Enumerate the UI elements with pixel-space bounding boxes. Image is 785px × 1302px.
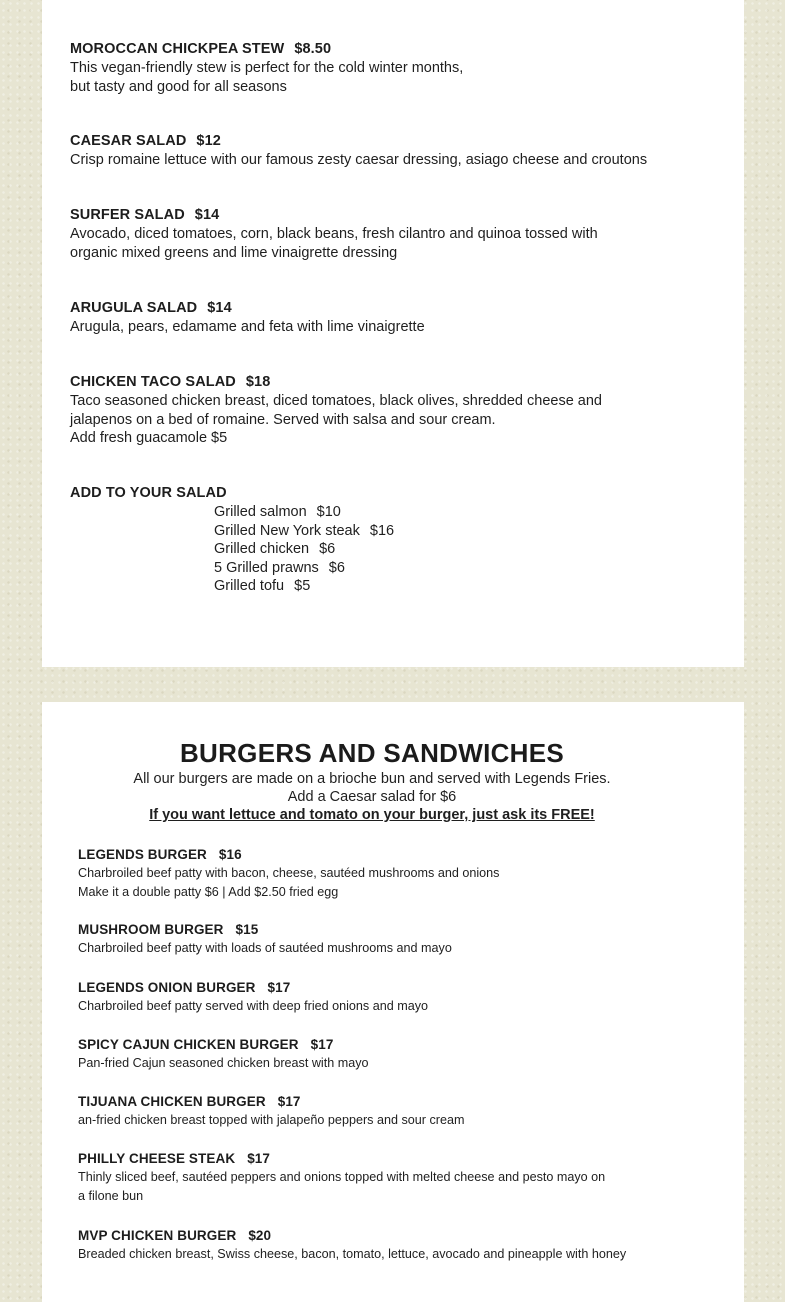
item-price: $14 <box>207 300 232 316</box>
item-price: $17 <box>247 1151 271 1166</box>
item-price: $20 <box>248 1228 272 1243</box>
item-description: an-fried chicken breast topped with jalapeño peppers and sour cream <box>78 1113 465 1127</box>
item-price: $15 <box>235 922 259 937</box>
section-heading: BURGERS AND SANDWICHES <box>179 738 565 768</box>
item-description: Avocado, diced tomatoes, corn, black beans, fresh cilantro and quinoa tossed with <box>70 226 598 242</box>
item-name: CAESAR SALAD <box>70 133 187 149</box>
menu-item-arugula-salad <box>70 299 425 337</box>
add-on-item: Grilled New York steak $16 <box>214 522 395 539</box>
item-description: Make it a double patty $6 | Add $2.50 fried egg <box>78 885 339 899</box>
menu-item-mvp-chicken-burger <box>78 1226 626 1264</box>
item-name: MOROCCAN CHICKPEA STEW <box>70 41 285 57</box>
menu-item-caesar-salad <box>70 132 647 170</box>
item-description: but tasty and good for all seasons <box>70 78 287 95</box>
item-description: jalapenos on a bed of romaine. Served with salsa and sour cream. <box>70 411 496 428</box>
salads-menu-panel <box>42 0 744 667</box>
item-description: Charbroiled beef patty with bacon, cheese, sautéed mushrooms and onions <box>78 866 500 880</box>
item-description: Crisp romaine lettuce with our famous zesty caesar dressing, asiago cheese and croutons <box>70 152 648 168</box>
burgers-menu-panel <box>42 702 744 1302</box>
menu-item-legends-onion-burger <box>78 978 428 1016</box>
item-description: Charbroiled beef patty with loads of sautéed mushrooms and mayo <box>78 941 452 955</box>
add-on-item: Grilled chicken $6 <box>214 541 336 558</box>
item-name: CHICKEN TACO SALAD <box>70 374 236 390</box>
item-name: SURFER SALAD <box>70 207 185 223</box>
item-price: $14 <box>194 207 220 223</box>
item-name: LEGENDS BURGER <box>78 847 207 862</box>
section-intro: Add a Caesar salad for $6 <box>287 789 457 805</box>
item-price: $17 <box>277 1094 301 1109</box>
item-name: TIJUANA CHICKEN BURGER <box>78 1094 266 1109</box>
item-name: MVP CHICKEN BURGER <box>78 1228 237 1243</box>
add-on-item: Grilled tofu $5 <box>214 578 311 595</box>
item-description: Arugula, pears, edamame and feta with lime vinaigrette <box>70 319 425 335</box>
item-price: $17 <box>267 980 291 995</box>
add-on-item: 5 Grilled prawns $6 <box>214 559 345 576</box>
item-name: ARUGULA SALAD <box>70 300 198 316</box>
item-price: $17 <box>310 1037 334 1052</box>
item-description: a filone bun <box>78 1189 144 1203</box>
item-name: LEGENDS ONION BURGER <box>78 980 256 995</box>
item-description: Breaded chicken breast, Swiss cheese, bacon, tomato, lettuce, avocado and pineapple with honey <box>78 1247 627 1261</box>
item-name: MUSHROOM BURGER <box>78 922 224 937</box>
item-price: $18 <box>245 374 271 390</box>
item-price: $8.50 <box>294 41 332 57</box>
add-to-salad-heading: ADD TO YOUR SALAD <box>70 485 227 501</box>
item-description: Charbroiled beef patty served with deep fried onions and mayo <box>78 999 429 1013</box>
item-price: $16 <box>218 847 242 862</box>
item-name: SPICY CAJUN CHICKEN BURGER <box>78 1037 299 1052</box>
menu-item-surfer-salad <box>70 206 598 262</box>
menu-item-chicken-taco-salad <box>70 373 602 448</box>
item-description: Taco seasoned chicken breast, diced tomatoes, black olives, shredded cheese and <box>70 393 602 409</box>
menu-item-philly-cheese-steak <box>78 1149 605 1206</box>
item-description: Add fresh guacamole $5 <box>70 430 228 447</box>
section-intro: All our burgers are made on a brioche bun and served with Legends Fries. <box>133 771 611 787</box>
salad-add-ons-list <box>214 503 394 596</box>
menu-item-spicy-cajun-chicken-burger <box>78 1035 369 1073</box>
add-on-item: Grilled salmon $10 <box>214 504 341 520</box>
item-price: $12 <box>196 133 221 149</box>
free-toppings-note: If you want lettuce and tomato on your burger, just ask its FREE! <box>149 807 595 823</box>
item-description: This vegan-friendly stew is perfect for the cold winter months, <box>70 60 464 76</box>
menu-item-mushroom-burger <box>78 920 452 958</box>
item-description: Pan-fried Cajun seasoned chicken breast with mayo <box>78 1056 369 1070</box>
item-name: PHILLY CHEESE STEAK <box>78 1151 236 1166</box>
item-description: Thinly sliced beef, sautéed peppers and onions topped with melted cheese and pesto mayo on <box>78 1170 606 1184</box>
item-description: organic mixed greens and lime vinaigrette dressing <box>70 244 398 261</box>
menu-item-legends-burger <box>78 845 499 902</box>
menu-item-tijuana-chicken-burger <box>78 1092 464 1130</box>
menu-item-moroccan-chickpea-stew <box>70 40 463 96</box>
